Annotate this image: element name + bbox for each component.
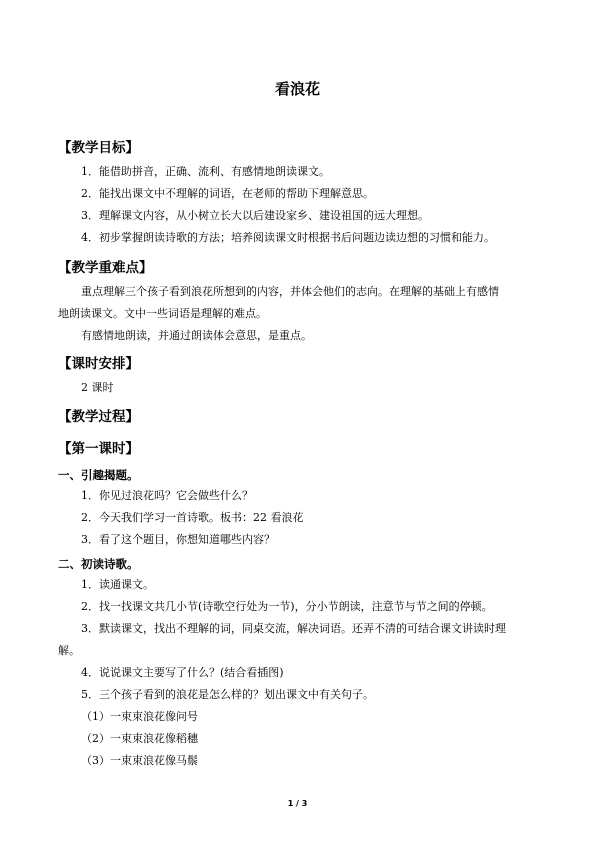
difficulty-paragraph-line: 地朗读课文。文中一些词语是理解的难点。: [58, 307, 267, 320]
schedule-heading: 【课时安排】: [58, 356, 139, 372]
page-number: 1 / 3: [287, 799, 308, 808]
section1-item: 2．今天我们学习一首诗歌。板书：22 看浪花: [81, 511, 304, 524]
section2-item: 3．默读课文，找出不理解的词，同桌交流，解决词语。还弄不清的可结合课文讲读时理: [81, 622, 506, 635]
section2-subitem: （1）一束束浪花像问号: [81, 710, 198, 723]
section2-item-continuation: 解。: [58, 644, 80, 657]
difficulty-paragraph-line: 重点理解三个孩子看到浪花所想到的内容，并体会他们的志向。在理解的基础上有感情: [81, 285, 499, 298]
section2-subitem: （2）一束束浪花像稻穗: [81, 732, 198, 745]
lesson1-heading: 【第一课时】: [58, 441, 139, 457]
section1-heading: 一、引趣揭题。: [58, 468, 139, 482]
section1-item: 1．你见过浪花吗？它会做些什么？: [81, 489, 253, 502]
section2-heading: 二、初读诗歌。: [58, 557, 139, 571]
schedule-text: 2 课时: [81, 381, 114, 394]
difficulty-paragraph: 有感情地朗读，并通过朗读体会意思，是重点。: [81, 329, 312, 342]
goal-item: 4．初步掌握朗读诗歌的方法；培养阅读课文时根据书后问题边读边想的习惯和能力。: [81, 231, 495, 244]
goal-item: 2．能找出课文中不理解的词语，在老师的帮助下理解意思。: [81, 187, 374, 200]
section2-item: 4．说说课文主要写了什么？(结合看插图): [81, 666, 284, 679]
goal-item: 1．能借助拼音，正确、流利、有感情地朗读课文。: [81, 165, 330, 178]
section2-subitem: （3）一束束浪花像马鬃: [81, 754, 198, 767]
section2-item: 5．三个孩子看到的浪花是怎么样的？划出课文中有关句子。: [81, 688, 374, 701]
goal-item: 3．理解课文内容，从小树立长大以后建设家乡、建设祖国的远大理想。: [81, 209, 429, 222]
goals-heading: 【教学目标】: [58, 140, 139, 156]
difficulty-heading: 【教学重难点】: [58, 260, 153, 276]
section2-item: 2．找一找课文共几小节(诗歌空行处为一节)，分小节朗读，注意节与节之间的停顿。: [81, 600, 493, 613]
section2-item: 1．读通课文。: [81, 578, 154, 591]
section1-item: 3．看了这个题目，你想知道哪些内容？: [81, 533, 275, 546]
document-title: 看浪花: [274, 80, 320, 98]
process-heading: 【教学过程】: [58, 409, 139, 425]
